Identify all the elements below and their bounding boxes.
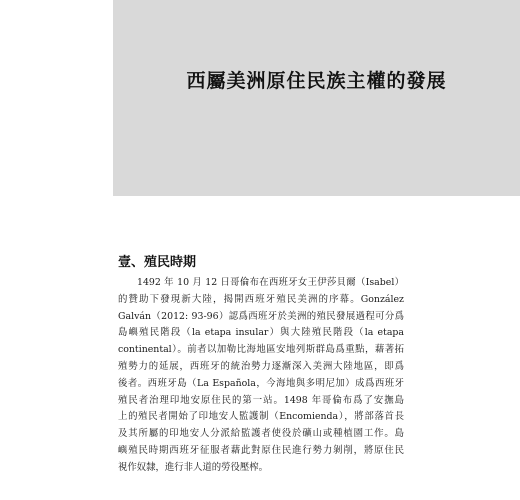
chapter-title-banner — [113, 0, 520, 196]
paragraph-line: 的贊助下發現新大陸，揭開西班牙殖民美洲的序幕。González — [118, 293, 404, 305]
paragraph-line: Galván（2012: 93-96）認爲西班牙於美洲的殖民發展過程可分爲 — [118, 310, 404, 322]
section-heading: 壹、殖民時期 — [118, 255, 197, 270]
paragraph-line: 嶼殖民時期西班牙征服者藉此對原住民進行勢力剝削，將原住民 — [118, 444, 404, 456]
body-paragraph — [118, 275, 404, 477]
paragraph-line: 1492 年 10 月 12 日哥倫布在西班牙女王伊莎貝爾（Isabel） — [137, 277, 404, 288]
paragraph-line: 視作奴隸，進行非人道的勞役壓榨。 — [118, 461, 269, 473]
paragraph-line: 島嶼殖民階段（la etapa insular）與大陸殖民階段（la etapa — [118, 327, 404, 339]
paragraph-line: 殖勢力的延展，西班牙的統治勢力逐漸深入美洲大陸地區，即爲 — [118, 360, 404, 372]
paragraph-line: 殖民者治理印地安原住民的第一站。1498 年哥倫布爲了安撫島 — [118, 394, 404, 406]
paragraph-line: 後者。西班牙島（La Española，今海地與多明尼加）成爲西班牙 — [118, 377, 404, 389]
paragraph-line: 上的殖民者開始了印地安人監護制（Encomienda），將部落首長 — [118, 411, 404, 423]
chapter-title: 西屬美洲原住民族主權的發展 — [186, 70, 447, 92]
paragraph-line: 及其所屬的印地安人分派給監護者使役於礦山或種植園工作。島 — [118, 428, 404, 440]
paragraph-line: continental）。前者以加勒比海地區安地列斯群島爲重點，藉著拓 — [118, 344, 404, 356]
